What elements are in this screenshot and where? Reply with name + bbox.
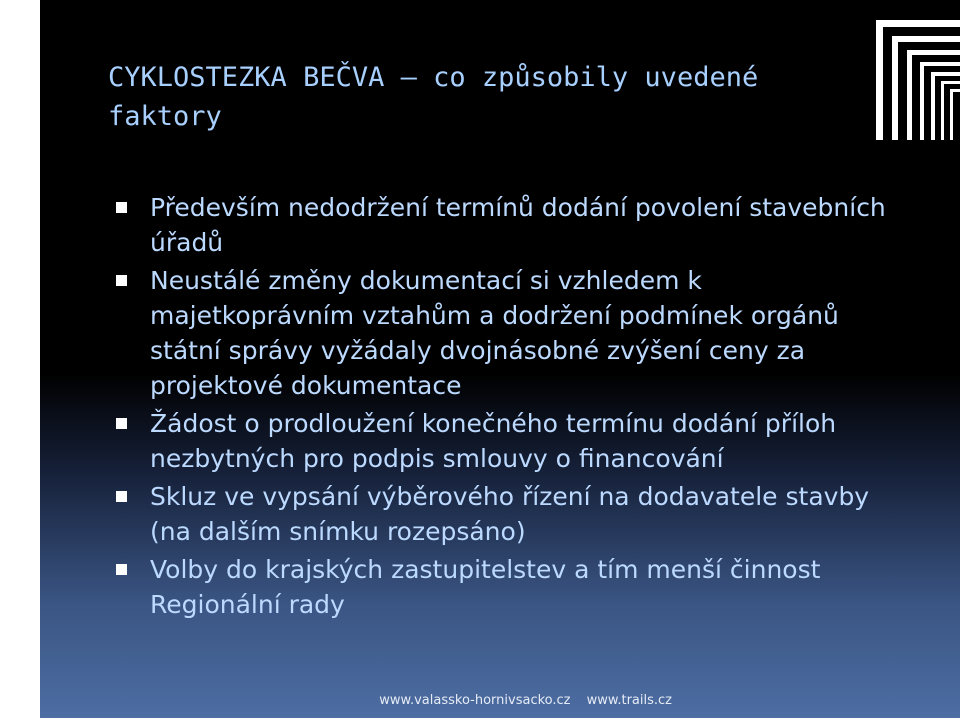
bullet-item bbox=[110, 552, 910, 622]
footer-link-valassko[interactable]: www.valassko-hornivsacko.cz bbox=[379, 693, 571, 708]
slide-title: CYKLOSTEZKA BEČVA – co způsobily uvedené faktory bbox=[108, 62, 759, 132]
square-bullet-icon bbox=[116, 564, 127, 575]
footer bbox=[379, 693, 672, 708]
bullet-text: Volby do krajských zastupitelstev a tím menší činnost Regionální rady bbox=[150, 555, 821, 619]
square-bullet-icon bbox=[116, 275, 127, 286]
bullet-item bbox=[110, 263, 910, 403]
bullet-text: Žádost o prodloužení konečného termínu dodání příloh nezbytných pro podpis smlouvy o financování bbox=[150, 409, 837, 473]
square-bullet-icon bbox=[116, 491, 127, 502]
square-bullet-icon bbox=[116, 418, 127, 429]
slide bbox=[40, 0, 960, 718]
bullet-list bbox=[110, 190, 910, 625]
footer-link-trails[interactable]: www.trails.cz bbox=[586, 693, 672, 708]
bullet-item bbox=[110, 406, 910, 476]
bullet-item bbox=[110, 190, 910, 260]
bullet-text: Neustálé změny dokumentací si vzhledem k majetkoprávním vztahům a dodržení podmínek orgánů státní správy vyžádaly dvojnásobné zvýšení ceny za projektové dokumentace bbox=[150, 266, 839, 400]
bullet-item bbox=[110, 479, 910, 549]
square-bullet-icon bbox=[116, 202, 127, 213]
bullet-text: Skluz ve vypsání výběrového řízení na dodavatele stavby (na dalším snímku rozepsáno) bbox=[150, 482, 870, 546]
decorative-stripes bbox=[870, 0, 960, 150]
bullet-text: Především nedodržení termínů dodání povolení stavebních úřadů bbox=[150, 193, 886, 257]
